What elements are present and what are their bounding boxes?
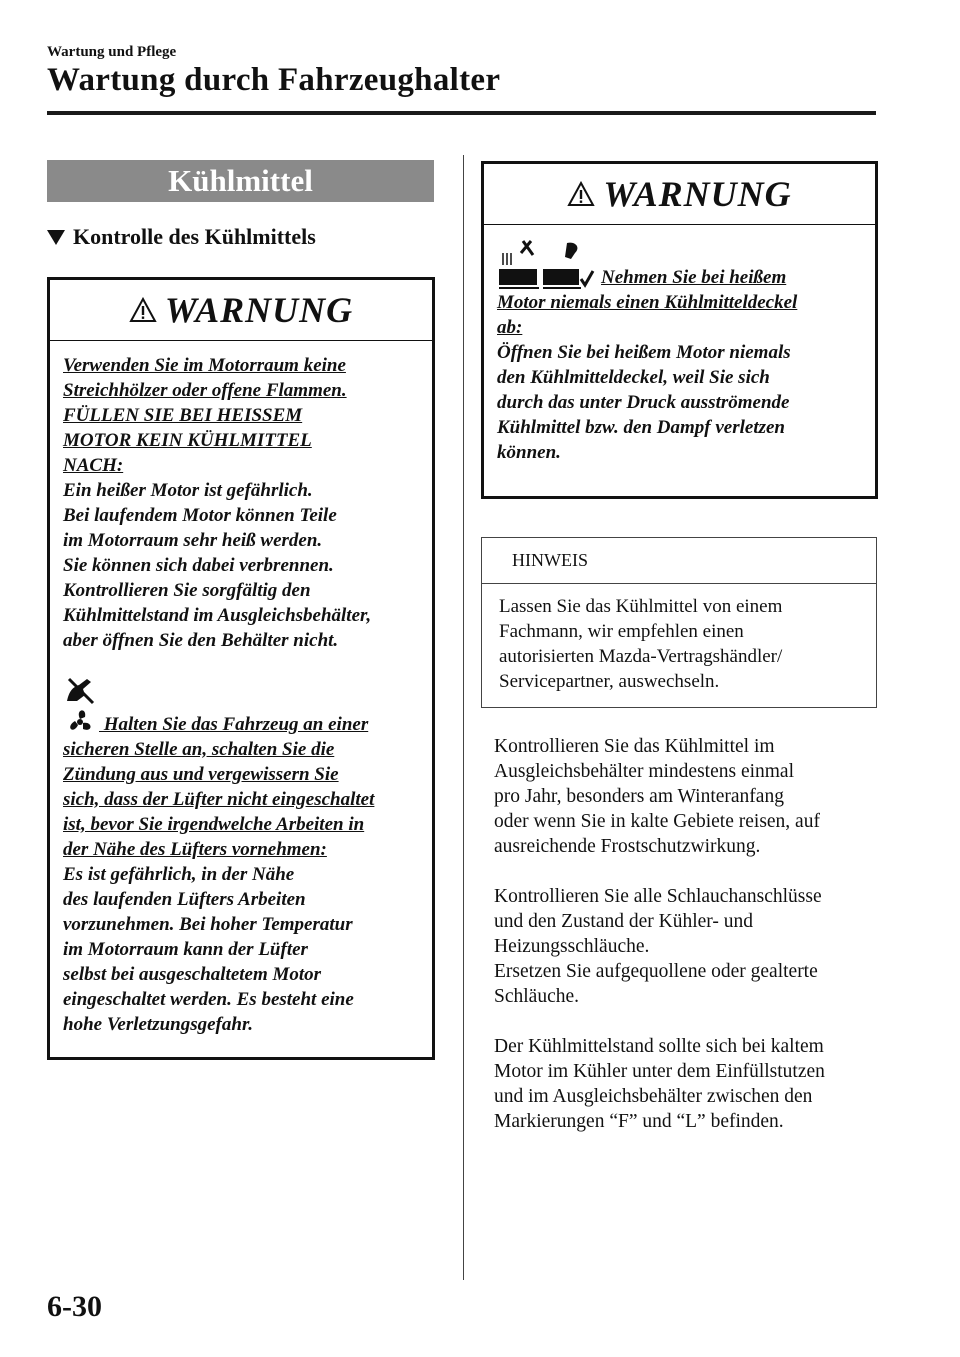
column-divider (463, 155, 464, 1280)
page-title: Wartung durch Fahrzeughalter (47, 62, 501, 98)
triangle-bullet-icon (47, 230, 65, 245)
fan-icon (63, 707, 97, 737)
warning-title: WARNUNG (603, 174, 792, 214)
warning-box-2 (481, 161, 878, 499)
paragraph-2: Kontrollieren Sie alle Schlauchanschlüsse und den Zustand der Kühler- und Heizungsschläuche. Ersetzen Sie aufgequollene oder gealterte Schläuche. (494, 886, 822, 1007)
warning-box-1 (47, 277, 435, 1060)
warning-triangle-icon (129, 297, 157, 323)
paragraph-1: Kontrollieren Sie das Kühlmittel im Ausgleichsbehälter mindestens einmal pro Jahr, besonders am Winteranfang oder wenn Sie in kalte Gebiete reisen, auf ausreichende Frostschutzwirkung. (494, 736, 820, 857)
subheading-text: Kontrolle des Kühlmittels (73, 224, 316, 249)
warning-header (50, 280, 432, 341)
body-text (494, 734, 884, 1159)
note-body: Lassen Sie das Kühlmittel von einem Fachmann, wir empfehlen einen autorisierten Mazda-Vertragshändler/ Servicepartner, auswechseln. (499, 596, 783, 692)
subheading (47, 224, 316, 250)
note-title: HINWEIS (482, 538, 876, 584)
title-rule (47, 111, 876, 115)
warning-triangle-icon (567, 181, 595, 207)
hot-reservoir-icon (497, 239, 541, 289)
page-number: 6-30 (47, 1290, 102, 1323)
section-banner: Kühlmittel (47, 160, 434, 202)
paragraph-3: Der Kühlmittelstand sollte sich bei kaltem Motor im Kühler unter dem Einfüllstutzen und im Ausgleichsbehälter zwischen den Markierungen “F” und “L” befinden. (494, 1036, 825, 1132)
open-cap-icon (541, 239, 595, 289)
warning-body: Nehmen Sie bei heißem Motor niemals einen Kühlmitteldeckel ab: Öffnen Sie bei heißem Motor niemals den Kühlmitteldeckel, weil Sie sich durch das unter Druck ausströmende Kühlmittel bzw. den Dampf verletzen können. (484, 225, 875, 475)
hot-coolant-icons (497, 239, 865, 289)
warning-title: WARNUNG (164, 290, 354, 330)
chapter-label: Wartung und Pflege (47, 44, 177, 60)
warning-body: Verwenden Sie im Motorraum keine Streichhölzer oder offene Flammen. FÜLLEN SIE BEI HEISSEM MOTOR KEIN KÜHLMITTEL NACH: Ein heißer Motor ist gefährlich. Bei laufendem Motor können Teile im Motorraum sehr heiß werden. Sie können sich dabei verbrennen. Kontrollieren Sie sorgfältig den Kühlmittelstand im Ausgleichsbehälter, aber öffnen Sie den Behälter nicht. Halten Sie das Fahrzeug an einer sicheren Stelle an, schalten Sie die Zündung aus und vergewissern Sie sich, dass der Lüfter nicht eingeschaltet ist, bevor Sie irgendwelche Arbeiten in der Nähe des Lüfters vornehmen: Es ist gefährlich, in der Nähe des laufenden Lüfters Arbeiten vorzunehmen. Bei hoher Temperatur im Motorraum kann der Lüfter selbst bei ausgeschaltetem Motor eingeschaltet werden. Es besteht eine hohe Verletzungsgefahr. (50, 341, 432, 1047)
note-box (481, 537, 877, 708)
fan-warning-icons (63, 675, 422, 737)
warning-header (484, 164, 875, 225)
no-hand-icon (63, 675, 97, 705)
